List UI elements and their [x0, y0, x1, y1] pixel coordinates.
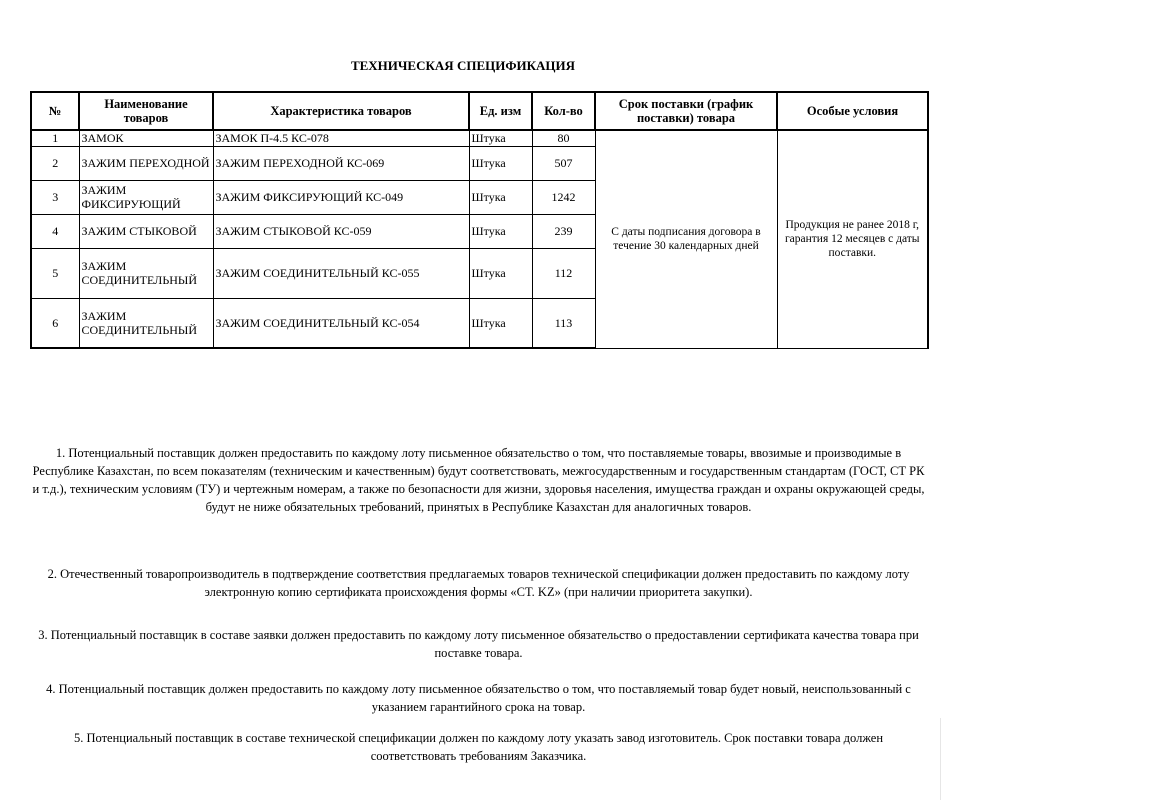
row-unit: Штука — [469, 180, 532, 214]
header-num: № — [31, 92, 79, 130]
page-edge-divider — [940, 718, 941, 800]
row-num: 1 — [31, 130, 79, 146]
specification-table — [30, 91, 929, 349]
row-unit: Штука — [469, 298, 532, 348]
row-name: ЗАМОК — [79, 130, 213, 146]
row-unit: Штука — [469, 130, 532, 146]
header-spec: Характеристика товаров — [213, 92, 469, 130]
row-qty: 239 — [532, 214, 595, 248]
header-conditions: Особые условия — [777, 92, 928, 130]
row-num: 6 — [31, 298, 79, 348]
table-header-row — [31, 92, 928, 130]
note-5: 5. Потенциальный поставщик в составе технической спецификации должен по каждому лоту указать завод изготовитель. Срок поставки товара должен соответствовать требованиям Заказчика. — [73, 731, 884, 763]
document-title: ТЕХНИЧЕСКАЯ СПЕЦИФИКАЦИЯ — [350, 58, 576, 73]
note-1: 1. Потенциальный поставщик должен предоставить по каждому лоту письменное обязательство о том, что поставляемые товары, ввозимые и производимые в Республике Казахстан, по всем показателям (техническим и качественным) будут соответствовать, межгосударственным и государственным стандартам (ГОСТ, СТ РК и т.д.), техническим условиям (ТУ) и чертежным номерам, а также по безопасности для жизни, здоровья населения, имущества граждан и охраны окружающей среды, будут не ниже обязательных требований, принятых в Республике Казахстан для аналогичных товаров. — [32, 446, 925, 514]
row-spec: ЗАЖИМ ПЕРЕХОДНОЙ КС-069 — [213, 146, 469, 180]
row-unit: Штука — [469, 214, 532, 248]
row-qty: 507 — [532, 146, 595, 180]
delivery-terms: С даты подписания договора в течение 30 календарных дней — [595, 130, 777, 348]
header-unit: Ед. изм — [469, 92, 532, 130]
row-num: 3 — [31, 180, 79, 214]
row-name: ЗАЖИМ СТЫКОВОЙ — [79, 214, 213, 248]
row-spec: ЗАЖИМ СОЕДИНИТЕЛЬНЫЙ КС-055 — [213, 248, 469, 298]
row-spec: ЗАЖИМ ФИКСИРУЮЩИЙ КС-049 — [213, 180, 469, 214]
note-2: 2. Отечественный товаропроизводитель в подтверждение соответствия предлагаемых товаров технической спецификации должен предоставить по каждому лоту электронную копию сертификата происхождения формы «CT. KZ» (при наличии приоритета закупки). — [47, 567, 910, 599]
row-num: 4 — [31, 214, 79, 248]
note-4: 4. Потенциальный поставщик должен предоставить по каждому лоту письменное обязательство о том, что поставляемый товар будет новый, неиспользованный с указанием гарантийного срока на товар. — [46, 682, 911, 714]
row-num: 5 — [31, 248, 79, 298]
table-row — [31, 130, 928, 146]
row-qty: 1242 — [532, 180, 595, 214]
row-spec: ЗАЖИМ СТЫКОВОЙ КС-059 — [213, 214, 469, 248]
row-unit: Штука — [469, 248, 532, 298]
note-3: 3. Потенциальный поставщик в составе заявки должен предоставить по каждому лоту письменное обязательство о предоставлении сертификата качества товара при поставке товара. — [38, 628, 919, 660]
row-qty: 80 — [532, 130, 595, 146]
special-conditions: Продукция не ранее 2018 г, гарантия 12 месяцев с даты поставки. — [777, 130, 928, 348]
row-name: ЗАЖИМ СОЕДИНИТЕЛЬНЫЙ — [79, 248, 213, 298]
row-spec: ЗАЖИМ СОЕДИНИТЕЛЬНЫЙ КС-054 — [213, 298, 469, 348]
row-qty: 112 — [532, 248, 595, 298]
row-unit: Штука — [469, 146, 532, 180]
row-name: ЗАЖИМ ФИКСИРУЮЩИЙ — [79, 180, 213, 214]
row-name: ЗАЖИМ ПЕРЕХОДНОЙ — [79, 146, 213, 180]
header-name: Наименование товаров — [79, 92, 213, 130]
header-delivery: Срок поставки (график поставки) товара — [595, 92, 777, 130]
row-num: 2 — [31, 146, 79, 180]
row-qty: 113 — [532, 298, 595, 348]
row-name: ЗАЖИМ СОЕДИНИТЕЛЬНЫЙ — [79, 298, 213, 348]
header-qty: Кол-во — [532, 92, 595, 130]
row-spec: ЗАМОК П-4.5 КС-078 — [213, 130, 469, 146]
